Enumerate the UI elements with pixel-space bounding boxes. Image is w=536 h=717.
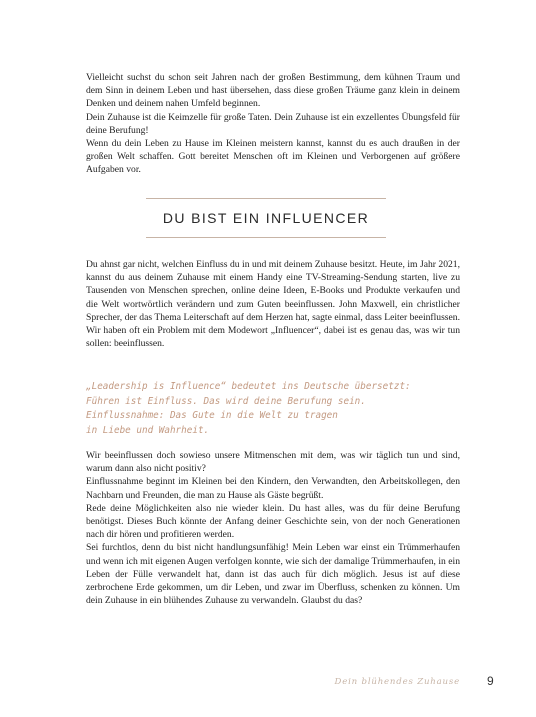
body-paragraph: Einflussnahme beginnt im Kleinen bei den Kindern, den Verwandten, den Arbeitskollegen, den Nachbarn und Freunden, die man zu Hause als Gäste begrüßt. [86,476,460,501]
section-heading-box [146,198,386,238]
body-paragraph: Rede deine Möglichkeiten also nie wieder klein. Du hast alles, was du für deine Berufung benötigst. Dieses Buch könnte der Anfang deiner Geschichte sein, von der noch Generationen nach dir hören und profitieren werden. [86,502,460,541]
quote-line: in Liebe und Wahrheit. [86,424,210,436]
quote-line: Führen ist Einfluss. Das wird deine Berufung sein. [86,395,366,407]
intro-paragraph: Wenn du dein Leben zu Hause im Kleinen meistern kannst, kannst du es auch draußen in der großen Welt schaffen. Gott bereitet Menschen oft im Kleinen und Verborgenen auf größere Aufgaben vor. [86,138,460,176]
section-heading: DU BIST EIN INFLUENCER [162,210,370,226]
body-paragraph: Du ahnst gar nicht, welchen Einfluss du in und mit deinem Zuhause besitzt. Heute, im Jahr 2021, kannst du aus deinem Zuhause mit einem Handy eine TV-Streaming-Sendung starten, live zu Tausenden von Menschen sprechen, online deine Ideen, E-Books und Produkte verkaufen und die Welt wortwörtlich verändern und zum Guten beeinflussen. John Maxwell, ein christlicher Sprecher, der das Thema Leiterschaft auf dem Herzen hat, sagte einmal, dass Leiter beeinflussen. Wir haben oft ein Problem mit dem Modewort „Influencer“, dabei ist es genau das, was wir tun sollen: beeinflussen. [86,259,460,350]
body-paragraph: Sei furchtlos, denn du bist nicht handlungsunfähig! Mein Leben war einst ein Trümmerhaufen und wenn ich mit eigenen Augen verfolgen konnte, wie sich der damalige Trümmerhaufen, in ein Leben der Fülle verwandelt hat, dann ist das auch für dich möglich. Jesus ist auf diese zerbrochene Erde gekommen, um dir Leben, und zwar im Überfluss, schenken zu können. Um dein Zuhause in ein blühendes Zuhause zu verwandeln. Glaubst du das? [86,542,460,607]
pull-quote [86,380,466,438]
intro-section [86,71,460,177]
heading-rule-top [146,198,386,199]
intro-paragraph: Dein Zuhause ist die Keimzelle für große Taten. Dein Zuhause ist ein exzellentes Übungsfeld für deine Berufung! [86,111,460,136]
page-number: 9 [487,674,494,688]
page-footer [0,674,536,694]
intro-paragraph: Vielleicht suchst du schon seit Jahren nach der großen Bestimmung, dem kühnen Traum und dem Sinn in deinem Leben und hast übersehen, dass diese großen Träume ganz klein in deinem Denken und deinem nahen Umfeld beginnen. [86,72,460,110]
body-paragraph: Wir beeinflussen doch sowieso unsere Mitmenschen mit dem, was wir täglich tun und sind, warum dann also nicht positiv? [86,450,460,475]
body-section-1 [86,258,460,350]
heading-rule-bottom [146,237,386,238]
running-title: Dein blühendes Zuhause [334,677,460,687]
body-section-2 [86,449,460,607]
quote-line: „Leadership is Influence“ bedeutet ins Deutsche übersetzt: [86,381,411,392]
quote-line: Einflussnahme: Das Gute in die Welt zu tragen [86,410,338,422]
